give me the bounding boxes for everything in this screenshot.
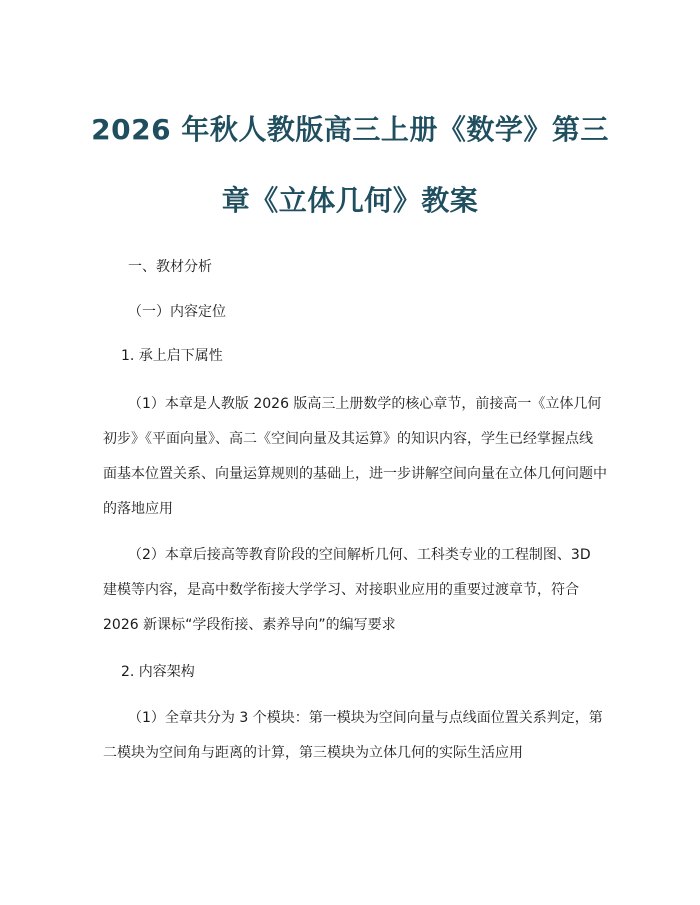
paragraph-line: 建模等内容，是高中数学衔接大学学习、对接职业应用的重要过渡章节，符合 [103,582,579,598]
paragraph-line: 初步》《平面向量》、高二《空间向量及其运算》的知识内容，学生已经掌握点线 [103,431,593,447]
numbered-heading: 1. 承上启下属性 [121,348,223,364]
paragraph-line: （2）本章后接高等教育阶段的空间解析几何、工科类专业的工程制图、3D [128,547,591,563]
document-title-line-2: 章《立体几何》教案 [221,184,479,217]
document-title-line-1: 2026 年秋人教版高三上册《数学》第三 [91,113,609,146]
subsection-heading: （一）内容定位 [128,304,226,320]
paragraph-line: 二模块为空间角与距离的计算，第三模块为立体几何的实际生活应用 [103,745,523,761]
section-heading: 一、教材分析 [128,259,212,275]
paragraph-line: （1）本章是人教版 2026 版高三上册数学的核心章节，前接高一《立体几何 [128,396,602,412]
paragraph-line: 的落地应用 [103,501,173,517]
numbered-heading: 2. 内容架构 [121,664,195,680]
paragraph-line: （1）全章共分为 3 个模块：第一模块为空间向量与点线面位置关系判定，第 [128,710,603,726]
paragraph-line: 2026 新课标“学段衔接、素养导向”的编写要求 [103,617,396,633]
paragraph-line: 面基本位置关系、向量运算规则的基础上，进一步讲解空间向量在立体几何问题中 [103,466,607,482]
